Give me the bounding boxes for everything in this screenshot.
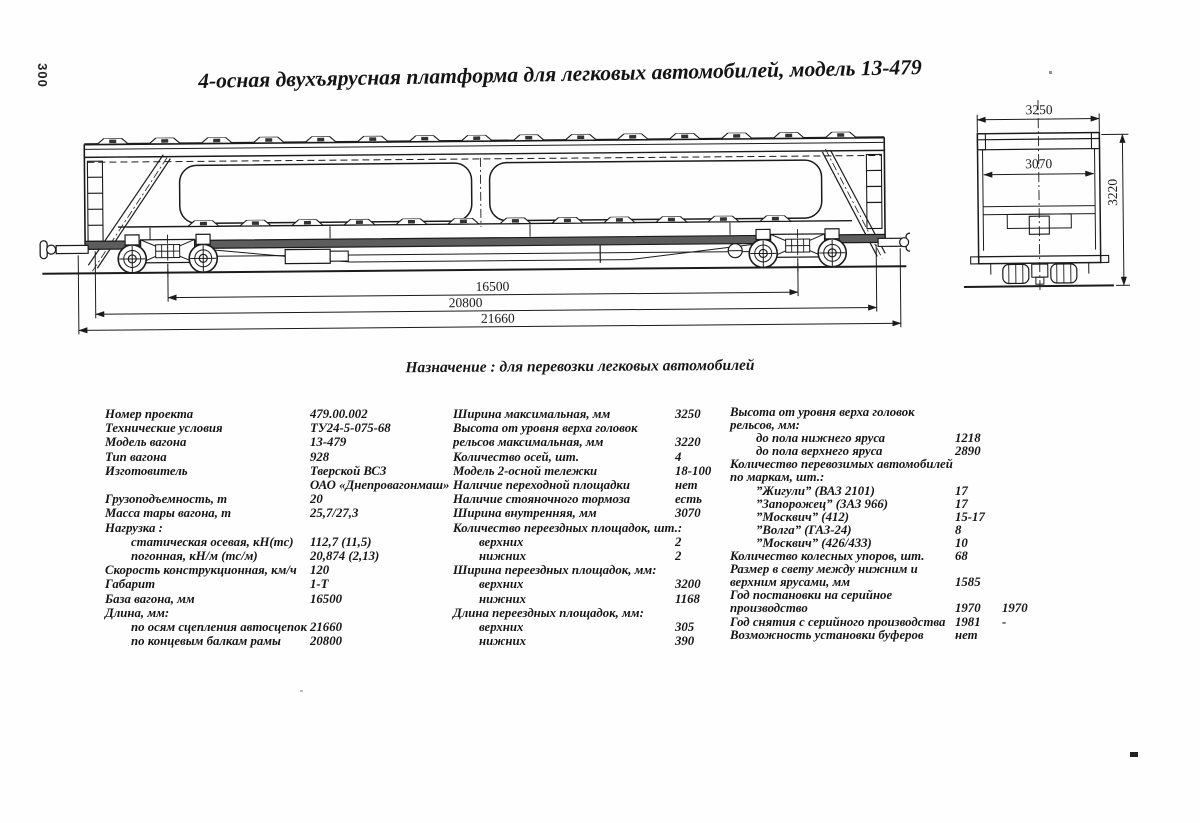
svg-text:3250: 3250 (1025, 102, 1053, 118)
spec-value-secondary: 1970 (1002, 601, 1028, 616)
spec-label: Количество переездных площадок, шт.: (453, 520, 683, 535)
spec-value: 20,874 (2,13) (310, 549, 380, 564)
spec-row (105, 577, 455, 591)
spec-row (453, 634, 738, 648)
spec-row (105, 521, 455, 535)
spec-value: 2890 (955, 444, 981, 459)
spec-label: Наличие переходной площадки (453, 478, 631, 493)
svg-text:21660: 21660 (480, 310, 515, 326)
spec-row (453, 620, 738, 634)
spec-column-middle (453, 407, 738, 648)
spec-row (730, 616, 1070, 629)
spec-label: Ширина переездных площадок, мм: (453, 563, 657, 578)
spec-row (105, 492, 455, 506)
page-number: 300 (34, 63, 50, 88)
spec-label: Технические условия (105, 421, 223, 436)
spec-value: есть (675, 492, 702, 507)
spec-label: по концевым балкам рамы (131, 634, 281, 649)
spec-label: до пола нижнего яруса (756, 431, 886, 446)
spec-value: 21660 (310, 620, 342, 635)
spec-label: Длина, мм: (105, 605, 170, 620)
spec-label: Номер проекта (105, 407, 194, 421)
spec-row (105, 563, 455, 577)
spec-value: 13-479 (310, 435, 347, 450)
spec-value: 3220 (675, 435, 701, 450)
spec-row (453, 606, 738, 620)
spec-value: 8 (955, 522, 962, 537)
spec-label: Год постановки на серийное (730, 588, 893, 603)
spec-label: статическая осевая, кН(тс) (131, 534, 294, 549)
spec-row (453, 563, 738, 577)
spec-value: 2 (675, 549, 682, 564)
svg-text:3220: 3220 (1104, 178, 1121, 206)
spec-value: 3070 (675, 506, 701, 521)
spec-label: ”Волга” (ГАЗ-24) (756, 522, 852, 537)
spec-label: рельсов, мм: (730, 418, 800, 433)
spec-value: 17 (955, 496, 968, 511)
spec-row (730, 524, 1070, 537)
spec-label: Длина переездных площадок, мм: (453, 605, 644, 620)
spec-row (105, 592, 455, 606)
spec-value: нет (955, 627, 978, 642)
spec-value: 16500 (310, 591, 342, 606)
spec-row (453, 450, 738, 464)
spec-label: ”Запорожец” (ЗАЗ 966) (756, 496, 889, 511)
spec-row (453, 421, 738, 435)
spec-label: Возможность установки буферов (730, 627, 924, 642)
spec-row (105, 535, 455, 549)
spec-label: ”Жигули” (ВАЗ 2101) (756, 483, 875, 498)
spec-value: 25,7/27,3 (310, 506, 359, 521)
spec-label: нижних (479, 549, 527, 564)
svg-text:16500: 16500 (475, 278, 510, 294)
spec-label: до пола верхнего яруса (756, 444, 883, 459)
spec-value: 20 (310, 492, 323, 507)
spec-row (105, 478, 455, 492)
spec-value: 3200 (675, 577, 701, 592)
spec-label: Ширина максимальная, мм (453, 407, 611, 421)
spec-value: 120 (310, 563, 330, 578)
spec-label: Масса тары вагона, т (105, 506, 232, 521)
spec-label: Наличие стояночного тормоза (453, 492, 631, 507)
spec-value: 2 (675, 534, 682, 549)
spec-label: нижних (479, 634, 527, 649)
spec-row (730, 485, 1070, 498)
scan-speck (1049, 71, 1052, 74)
spec-row (453, 521, 738, 535)
spec-row (453, 577, 738, 591)
spec-label: Нагрузка : (105, 520, 163, 535)
spec-value: 20800 (310, 634, 342, 649)
spec-value: 4 (675, 449, 682, 464)
spec-row (453, 435, 738, 449)
spec-value: ТУ24-5-075-68 (310, 421, 391, 436)
spec-row (453, 464, 738, 478)
spec-value: 305 (675, 620, 695, 635)
spec-value: 3250 (675, 407, 701, 421)
spec-row (453, 549, 738, 563)
spec-value: нет (675, 478, 698, 493)
scan-speck (872, 567, 875, 569)
spec-row (730, 498, 1070, 511)
spec-label: Изготовитель (105, 463, 188, 478)
spec-label: по осям сцепления автосцепок (131, 620, 307, 635)
spec-label: Количество осей, шт. (453, 449, 580, 464)
spec-label: верхних (479, 620, 524, 635)
spec-row (105, 450, 455, 464)
spec-row (453, 535, 738, 549)
spec-value: 68 (955, 549, 968, 564)
spec-row (730, 602, 1070, 615)
spec-row (730, 471, 1070, 484)
spec-label: Количество перевозимых автомобилей (730, 457, 953, 472)
purpose-line: Назначение : для перевозки легковых автомобилей (405, 356, 755, 377)
page-title: 4-осная двухъярусная платформа для легковых автомобилей, модель 13-479 (197, 55, 922, 93)
spec-label: Высота от уровня верха головок (730, 405, 915, 419)
spec-value: 15-17 (955, 509, 985, 524)
spec-label: погонная, кН/м (тс/м) (131, 549, 258, 564)
spec-row (453, 407, 738, 421)
svg-text:3070: 3070 (1025, 156, 1053, 172)
spec-row (453, 506, 738, 520)
spec-value: 1168 (675, 591, 700, 606)
spec-value-secondary: - (1002, 614, 1007, 629)
spec-value: 112,7 (11,5) (310, 534, 372, 549)
spec-row (453, 492, 738, 506)
spec-value: 1218 (955, 431, 981, 446)
spec-value (955, 406, 1002, 419)
spec-row (453, 478, 738, 492)
spec-value: 928 (310, 449, 330, 464)
spec-column-right (730, 406, 1070, 642)
spec-label: Год снятия с серийного производства (730, 614, 946, 629)
spec-value (955, 471, 1002, 484)
spec-value: 479.00.002 (310, 407, 368, 421)
spec-row (105, 421, 455, 435)
spec-label: Габарит (105, 577, 156, 592)
spec-label: Тип вагона (105, 449, 167, 464)
spec-label: верхних (479, 577, 524, 592)
spec-label: Размер в свету между нижним и (730, 562, 918, 577)
spec-label: по маркам, шт.: (730, 470, 825, 485)
scan-speck (300, 690, 303, 692)
spec-value: 1585 (955, 575, 981, 590)
spec-row (105, 606, 455, 620)
spec-row (730, 629, 1070, 642)
spec-row (105, 620, 455, 634)
spec-label: База вагона, мм (105, 591, 195, 606)
spec-row (105, 506, 455, 520)
svg-text:20800: 20800 (448, 294, 483, 311)
spec-label: ”Москвич” (426/433) (756, 535, 872, 550)
spec-value: 1970 (955, 601, 981, 616)
spec-label: верхним ярусами, мм (730, 575, 851, 590)
spec-value: 10 (955, 535, 968, 550)
spec-value: 1981 (955, 614, 981, 629)
spec-label: Высота от уровня верха головок (453, 421, 638, 436)
spec-label: Модель вагона (105, 435, 187, 450)
spec-value: 390 (675, 634, 695, 649)
spec-label (105, 478, 310, 492)
spec-row (105, 435, 455, 449)
spec-value: ОАО «Днепровагонмаш» (310, 478, 450, 493)
spec-label: рельсов максимальная, мм (453, 435, 604, 450)
scan-speck (1130, 752, 1138, 757)
spec-row (105, 407, 455, 421)
spec-value: Тверской ВСЗ (310, 463, 387, 478)
spec-row (105, 464, 455, 478)
spec-label: Количество колесных упоров, шт. (730, 549, 925, 564)
spec-label: ”Москвич” (412) (756, 509, 850, 524)
spec-row (730, 511, 1070, 524)
spec-row (453, 592, 738, 606)
spec-label: производство (730, 601, 808, 616)
spec-column-left (105, 407, 455, 648)
spec-value (955, 458, 1002, 471)
spec-label: нижних (479, 591, 527, 606)
spec-label: Ширина внутренняя, мм (453, 506, 597, 521)
spec-label: Скорость конструкционная, км/ч (105, 563, 297, 578)
spec-row (105, 549, 455, 563)
spec-value: 18-100 (675, 463, 712, 478)
spec-value: 1-Т (310, 577, 329, 592)
spec-label: Модель 2-осной тележки (453, 463, 598, 478)
spec-value: 17 (955, 483, 968, 498)
spec-label: верхних (479, 534, 524, 549)
spec-row (105, 634, 455, 648)
spec-label: Грузоподъемность, т (105, 492, 228, 507)
